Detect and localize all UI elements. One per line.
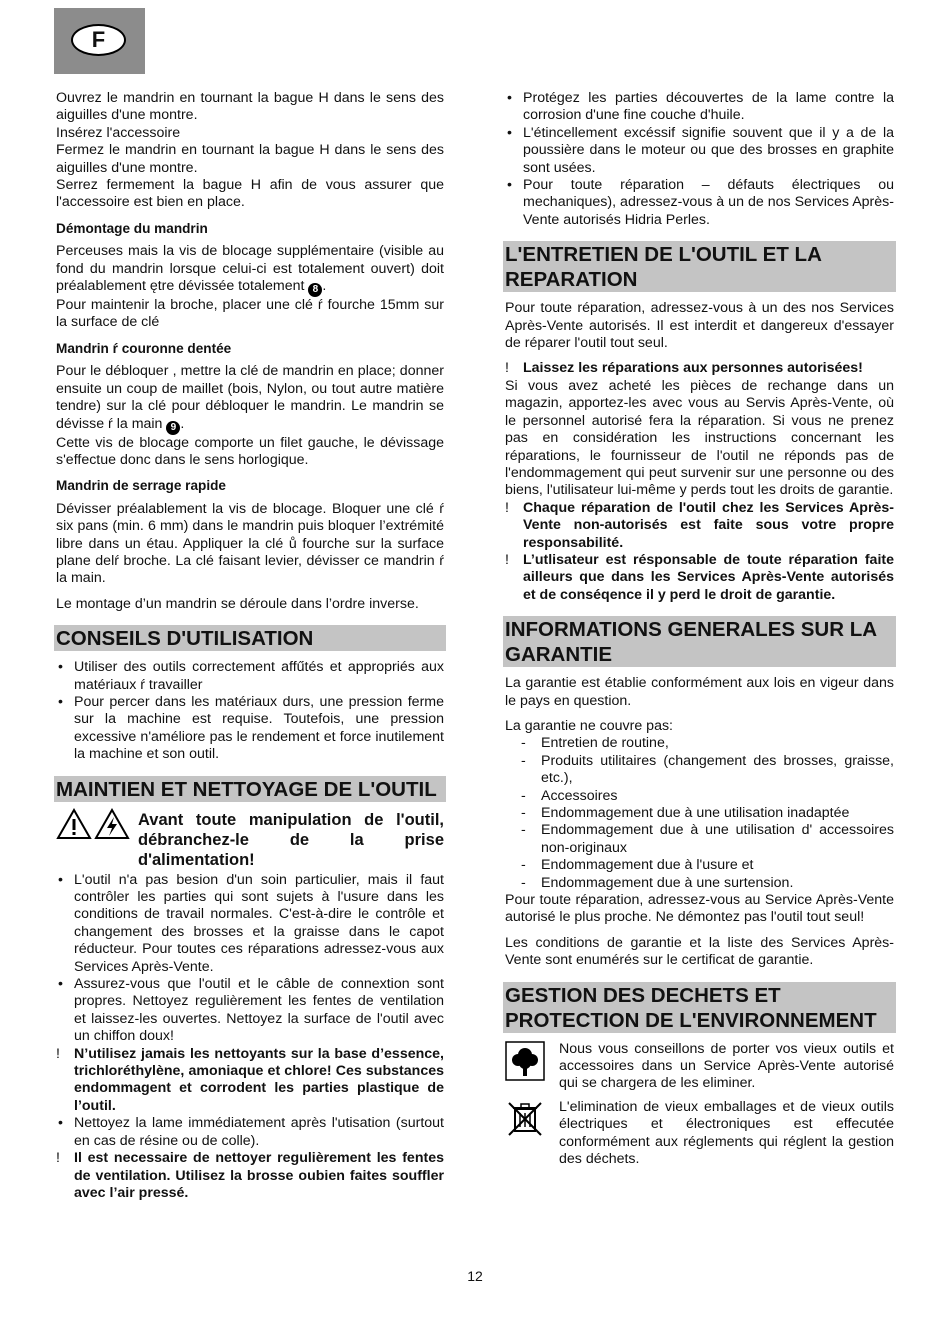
intro-line: Ouvrez le mandrin en tournant la bague H dans le sens des aiguilles d'une montre. [56, 90, 444, 124]
figure-8-marker: 8 [308, 283, 322, 297]
garantie-exclusions-list [505, 735, 894, 892]
list-item: • Utiliser des outils correctement affűtés et appropriés aux matériaux ŕ travailler [56, 659, 444, 694]
list-item: - Entretien de routine, [519, 735, 894, 752]
recycling-row [505, 1041, 894, 1093]
list-item: - Endommagement due à une surtension. [519, 875, 894, 892]
weee-row [505, 1099, 894, 1169]
couronne-paragraph: Pour le débloquer , mettre la clé de mandrin en place; donner ensuite un coup de maillet (bois, Nylon, ou tout autre matière tendre) sur la clé pour débloquer le mandrin. Le mandrin se dévisse ŕ la main 9 . [56, 363, 444, 433]
subheading-rapide: Mandrin de serrage rapide [56, 478, 226, 494]
right-column [505, 90, 894, 1169]
list-item: - Produits utilitaires (changement des brosses, graisse, etc.), [519, 753, 894, 788]
maintien-list-2 [56, 1115, 444, 1150]
warning-note: ! L’utlisateur est résponsable de toute réparation faite ailleurs que dans les Services Après-Vente autorisés et de conséqence il y perd le droit de garantie. [505, 551, 894, 603]
list-item: • L'outil n'a pas besion d'un soin particulier, mais il faut contrôler les parties qui sont sujets à l'usure dans les conditions de travail normales. C'est-à-dire le contrôle et changement des brosses et la graisse dans le capot réducteur. Pour toutes ces réparations adressez-vous aux Services Après-Vente. [56, 872, 444, 976]
electric-hazard-icon [94, 808, 130, 840]
list-item: • Pour toute réparation – défauts électriques ou mechaniques), adressez-vous à un de nos Services Après-Vente autorisés Hidria Perles. [505, 177, 894, 229]
garantie-paragraph: Pour toute réparation, adressez-vous au Service Après-Vente autorisé le plus proche. Ne démontez pas l'outil tout seul! [505, 892, 894, 926]
couronne-paragraph-2: Cette vis de blocage comporte un filet gauche, le dévissage s'effectue donc dans le sens horlogique. [56, 434, 444, 468]
heading-entretien: L'ENTRETIEN DE L'OUTIL ET LA REPARATION [503, 241, 896, 292]
exclamation-icon: ! [56, 1045, 60, 1062]
figure-9-marker: 9 [166, 421, 180, 435]
dechets-paragraph: L'elimination de vieux emballages et de vieux outils électriques et électroniques est effecutée conformément aux réglements qui réglent la gestion des déchets. [559, 1098, 894, 1168]
demontage-paragraph-2: Pour maintenir la broche, placer une clé ŕ fourche 15mm sur la surface de clé [56, 297, 444, 331]
list-item: • Protégez les parties découvertes de la lame contre la corrosion d'une fine couche d'huile. [505, 90, 894, 125]
conseils-list [56, 659, 444, 763]
list-item: • Nettoyez la lame immédiatement après l'utisation (surtout en cas de résine ou de colle). [56, 1115, 444, 1150]
intro-line: Fermez le mandrin en tournant la bague H dans le sens des aiguilles d'une montre. [56, 142, 444, 176]
list-item: - Endommagement due à une utilisation inadaptée [519, 805, 894, 822]
exclamation-icon: ! [505, 360, 509, 377]
warning-triangle-icon [56, 808, 92, 840]
page-number: 12 [467, 1268, 483, 1284]
tree-icon [505, 1041, 545, 1081]
danger-notice [56, 810, 444, 870]
garantie-paragraph: Les conditions de garantie et la liste des Services Après-Vente sont enumérés sur le certificat de garantie. [505, 934, 894, 969]
entretien-paragraph: Pour toute réparation, adressez-vous à un des nos Services Après-Vente autorisés. Il est interdit et dangereux d'essayer de réparer l'outil tout seul. [505, 300, 894, 352]
heading-garantie: INFORMATIONS GENERALES SUR LA GARANTIE [503, 616, 896, 667]
intro-line: Insérez l'accessoire [56, 124, 181, 141]
exclamation-icon: ! [56, 1150, 60, 1167]
demontage-paragraph: Perceuses mais la vis de blocage supplémentaire (visible au fond du mandrin lorsque celui-ci est totalement ouvert) doit préalablement ętre dévissée totalement 8 . [56, 243, 444, 296]
list-item: - Accessoires [519, 788, 894, 805]
subheading-demontage: Démontage du mandrin [56, 220, 208, 236]
montage-paragraph: Le montage d’un mandrin se déroule dans l’ordre inverse. [56, 595, 419, 612]
left-column [56, 90, 444, 1202]
rapide-paragraph: Dévisser préalablement la vis de blocage. Bloquer une clé ŕ six pans (min. 6 mm) dans le mandrin puis bloquer l’extrémité libre dans un étau. Appliquer la clé ů fourche sur la surface plane delŕ broche. La clé faisant levier, dévisser ce mandrin ŕ la main. [56, 500, 444, 587]
garantie-paragraph: La garantie est établie conformément aux lois en vigeur dans le pays en question. [505, 675, 894, 709]
intro-line: Serrez fermement la bague H afin de vous assurer que l'accessoire est bien en place. [56, 177, 444, 211]
list-item: • Assurez-vous que l'outil et le câble de connextion sont propres. Nettoyez regulièrement les fentes de ventilation et laissez-les ouvertes. Nettoyez la surface de l'outil avec un chiffon doux! [56, 976, 444, 1046]
heading-dechets: GESTION DES DECHETS ET PROTECTION DE L'ENVIRONNEMENT [503, 982, 896, 1033]
repair-paragraph: Si vous avez acheté les pièces de rechange dans un magazin, apportez-les avec vous au Servis Après-Vente, où le personnel autorisé fera la réparation. Si vous ne prenez pas en considération les instructions concernant les réparations, le fournisseur de l'outil ne réponds pas de l'endommagement qui peut survenir sur une personne ou des biens, l'utilisateur lui-même y perds tout les droits de garantie. [505, 377, 894, 499]
exclamation-icon: ! [505, 551, 509, 568]
heading-conseils: CONSEILS D'UTILISATION [54, 625, 446, 651]
list-item: - Endommagement due à l'usure et [519, 857, 894, 874]
list-item: • Pour percer dans les matériaux durs, une pression ferme sur la machine est requise. Toutefois, une pression excessive n'améliore pas le rendement et force inutilement la machine et son outil. [56, 694, 444, 764]
warning-note: ! N’utilisez jamais les nettoyants sur la base d’essence, trichloréthylène, amoniaque et chlore! Ces substances endommagent et corrodent les parties plastique de l’outil. [56, 1045, 444, 1114]
warning-note: ! Il est necessaire de nettoyer regulièrement les fentes de ventilation. Utilisez la brosse oubien faites souffler avec l’air pressé. [56, 1150, 444, 1201]
crossed-bin-icon [505, 1099, 545, 1139]
subheading-couronne: Mandrin ŕ couronne dentée [56, 340, 232, 356]
warning-note: ! Chaque réparation de l'outil chez les Services Après-Vente non-autorisés est faite sous votre propre responsabilité. [505, 499, 894, 551]
language-letter: F [71, 24, 126, 56]
garantie-paragraph: La garantie ne couvre pas: [505, 717, 673, 734]
list-item: • L'étincellement excéssif signifie souvent que il y a de la poussière dans le moteur ou que des brosses en graphite sont usées. [505, 125, 894, 177]
warning-note: ! Laissez les réparations aux personnes autorisées! [505, 360, 863, 377]
protection-list [505, 90, 894, 229]
maintien-list [56, 872, 444, 1046]
language-badge [54, 8, 145, 74]
dechets-paragraph: Nous vous conseillons de porter vos vieux outils et accessoires dans un Service Après-Vente autorisé qui se chargera de les eliminer. [559, 1040, 894, 1092]
heading-maintien: MAINTIEN ET NETTOYAGE DE L'OUTIL [54, 776, 446, 802]
danger-text: Avant toute manipulation de l'outil, débranchez-le de la prise d'alimentation! [138, 810, 444, 869]
list-item: - Endommagement due à une utilisation d' accessoires non-originaux [519, 822, 894, 857]
exclamation-icon: ! [505, 499, 509, 516]
